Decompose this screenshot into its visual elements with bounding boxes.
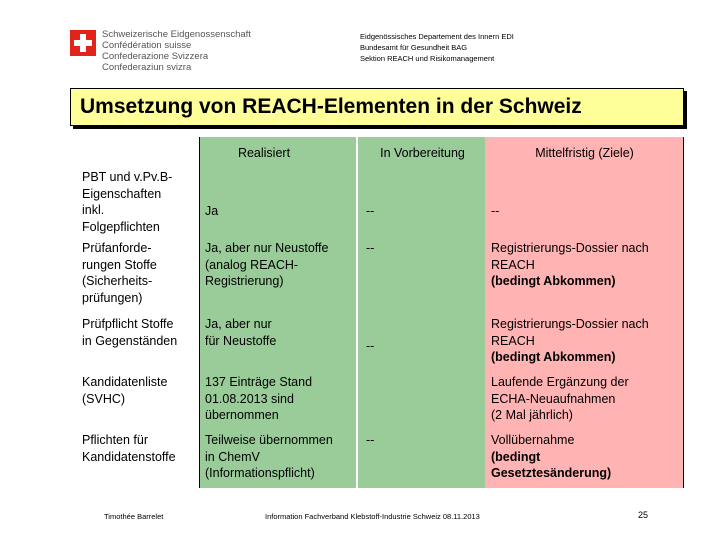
row-label-line: Prüfpflicht Stoffe [82, 317, 174, 331]
cell-vorbereitung [360, 199, 485, 224]
dept-line: Sektion REACH und Risikomanagement [360, 54, 495, 63]
cell-vorbereitung [360, 428, 485, 453]
cell-realisiert [199, 236, 356, 294]
department-info [360, 31, 514, 64]
cell-line: ECHA-Neuaufnahmen [491, 391, 616, 406]
row-label [76, 370, 200, 428]
cell-line: (2 Mal jährlich) [491, 408, 573, 422]
row-label-line: Folgepflichten [82, 219, 160, 234]
swiss-flag-icon [70, 30, 96, 56]
cell-line: (bedingt Abkommen) [491, 274, 616, 288]
cell-line: -- [366, 433, 375, 447]
row-label-line: Kandidatenstoffe [82, 449, 176, 464]
row-label-line: Prüfanforde- [82, 241, 152, 255]
row-label-line: in Gegenständen [82, 333, 178, 348]
dept-line: Eidgenössisches Departement des Innern EDI [360, 32, 514, 41]
cell-line: 137 Einträge Stand [205, 375, 313, 389]
cell-line: 01.08.2013 sind [205, 391, 294, 406]
row-label [76, 312, 200, 370]
cell-line: (analog REACH- [205, 257, 299, 272]
row-label-line: (SVHC) [82, 391, 126, 406]
cell-line: in ChemV [205, 449, 260, 464]
footer-event: Information Fachverband Klebstoff-Industrie Schweiz 08.11.2013 [265, 512, 480, 521]
row-label [76, 165, 200, 236]
dept-line: Bundesamt für Gesundheit BAG [360, 43, 468, 52]
confed-line: Confederazione Svizzera [102, 51, 209, 62]
cell-line: -- [366, 339, 375, 353]
cell-line: Gesetztesänderung) [491, 466, 612, 480]
cell-line: Registrierungs-Dossier nach [491, 241, 649, 255]
cell-realisiert [199, 312, 356, 353]
cell-realisiert [199, 428, 356, 486]
column-divider [199, 137, 200, 488]
row-label-line: rungen Stoffe [82, 257, 157, 272]
page-number: 25 [638, 510, 649, 520]
cell-mittelfristig [485, 312, 684, 370]
title-box [70, 88, 684, 126]
cell-line: REACH [491, 257, 535, 272]
cell-line: Ja, aber nur Neustoffe [205, 241, 329, 255]
cell-line: Ja [205, 204, 219, 218]
cell-line: REACH [491, 333, 535, 348]
confederation-names [102, 29, 251, 73]
cell-line: für Neustoffe [205, 333, 277, 348]
cell-realisiert [199, 370, 356, 428]
row-label-line: PBT und v.Pv.B- [82, 170, 173, 184]
cell-line: Teilweise übernommen [205, 433, 333, 447]
header-mittelfristig: Mittelfristig (Ziele) [535, 146, 634, 160]
row-label [76, 428, 200, 486]
confed-line: Schweizerische Eidgenossenschaft [102, 29, 251, 40]
header-vorbereitung: In Vorbereitung [380, 146, 465, 160]
cell-line: (Informationspflicht) [205, 466, 315, 480]
row-label-line: prüfungen) [82, 290, 143, 305]
row-label [76, 236, 200, 310]
slide-title: Umsetzung von REACH-Elementen in der Schweiz [80, 95, 582, 118]
cell-mittelfristig [485, 370, 684, 428]
column-divider [356, 137, 358, 488]
header-realisiert: Realisiert [237, 146, 291, 160]
cell-mittelfristig [485, 428, 684, 486]
cell-line: -- [491, 204, 500, 218]
cell-line: (bedingt Abkommen) [491, 350, 616, 364]
cell-mittelfristig [485, 199, 684, 224]
cell-vorbereitung [360, 236, 485, 261]
cell-mittelfristig [485, 236, 684, 294]
confed-line: Confédération suisse [102, 40, 192, 51]
row-label-line: (Sicherheits- [82, 274, 153, 288]
reach-table [70, 137, 684, 488]
cell-line: Laufende Ergänzung der [491, 375, 629, 389]
cell-line: -- [366, 204, 375, 218]
cell-line: Ja, aber nur [205, 317, 272, 331]
cell-line: Vollübernahme [491, 433, 575, 447]
cell-line: übernommen [205, 408, 279, 422]
cell-realisiert [199, 199, 356, 224]
cell-line: -- [366, 241, 375, 255]
table-border-right [683, 137, 684, 488]
row-label-line: inkl. [82, 203, 105, 217]
cell-vorbereitung [360, 334, 485, 359]
cell-line: (bedingt [491, 449, 541, 464]
footer-author: Timothée Barrelet [104, 512, 164, 521]
row-label-line: Pflichten für [82, 433, 149, 447]
row-label-line: Eigenschaften [82, 186, 162, 201]
row-label-line: Kandidatenliste [82, 375, 168, 389]
confed-line: Confederaziun svizra [102, 62, 192, 73]
cell-line: Registrierung) [205, 274, 284, 288]
cell-line: Registrierungs-Dossier nach [491, 317, 649, 331]
